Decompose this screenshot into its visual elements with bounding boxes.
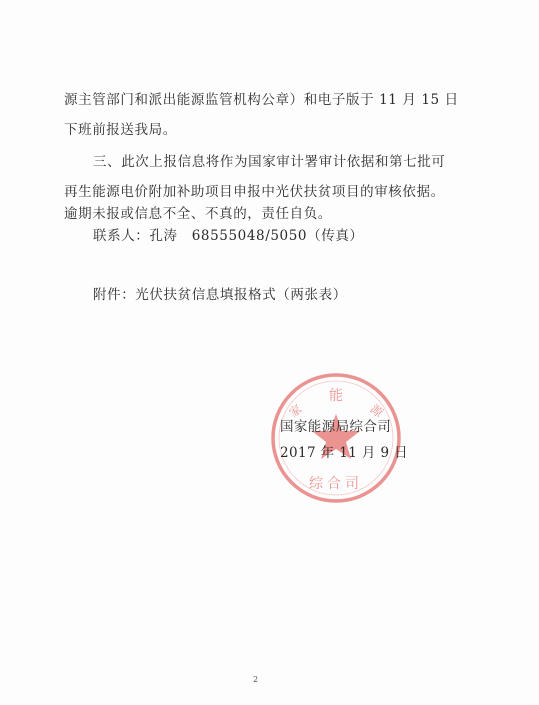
body-text-line: 源主管部门和派出能源监管机构公章）和电子版于 11 月 15 日 [64, 92, 459, 108]
signature-organization: 国家能源局综合司 [280, 419, 392, 435]
body-text-line: 下班前报送我局。 [64, 122, 177, 138]
body-text-line: 再生能源电价附加补助项目申报中光伏扶贫项目的审核依据。 [64, 184, 445, 200]
svg-text:家: 家 [286, 401, 305, 421]
page-number: 2 [253, 675, 259, 684]
official-seal-stamp [268, 370, 404, 506]
svg-text:源: 源 [367, 401, 386, 421]
section-three-text: 三、此次上报信息将作为国家审计署审计依据和第七批可 [93, 154, 446, 170]
svg-text:能: 能 [329, 388, 343, 404]
contact-line: 联系人：孔涛 68555048/5050（传真） [93, 228, 364, 244]
svg-text:综合司: 综合司 [309, 476, 363, 492]
signature-date: 2017 年 11 月 9 日 [280, 445, 409, 461]
attachment-line: 附件：光伏扶贫信息填报格式（两张表） [93, 287, 347, 303]
body-text-line: 逾期未报或信息不全、不真的，责任自负。 [64, 206, 332, 222]
